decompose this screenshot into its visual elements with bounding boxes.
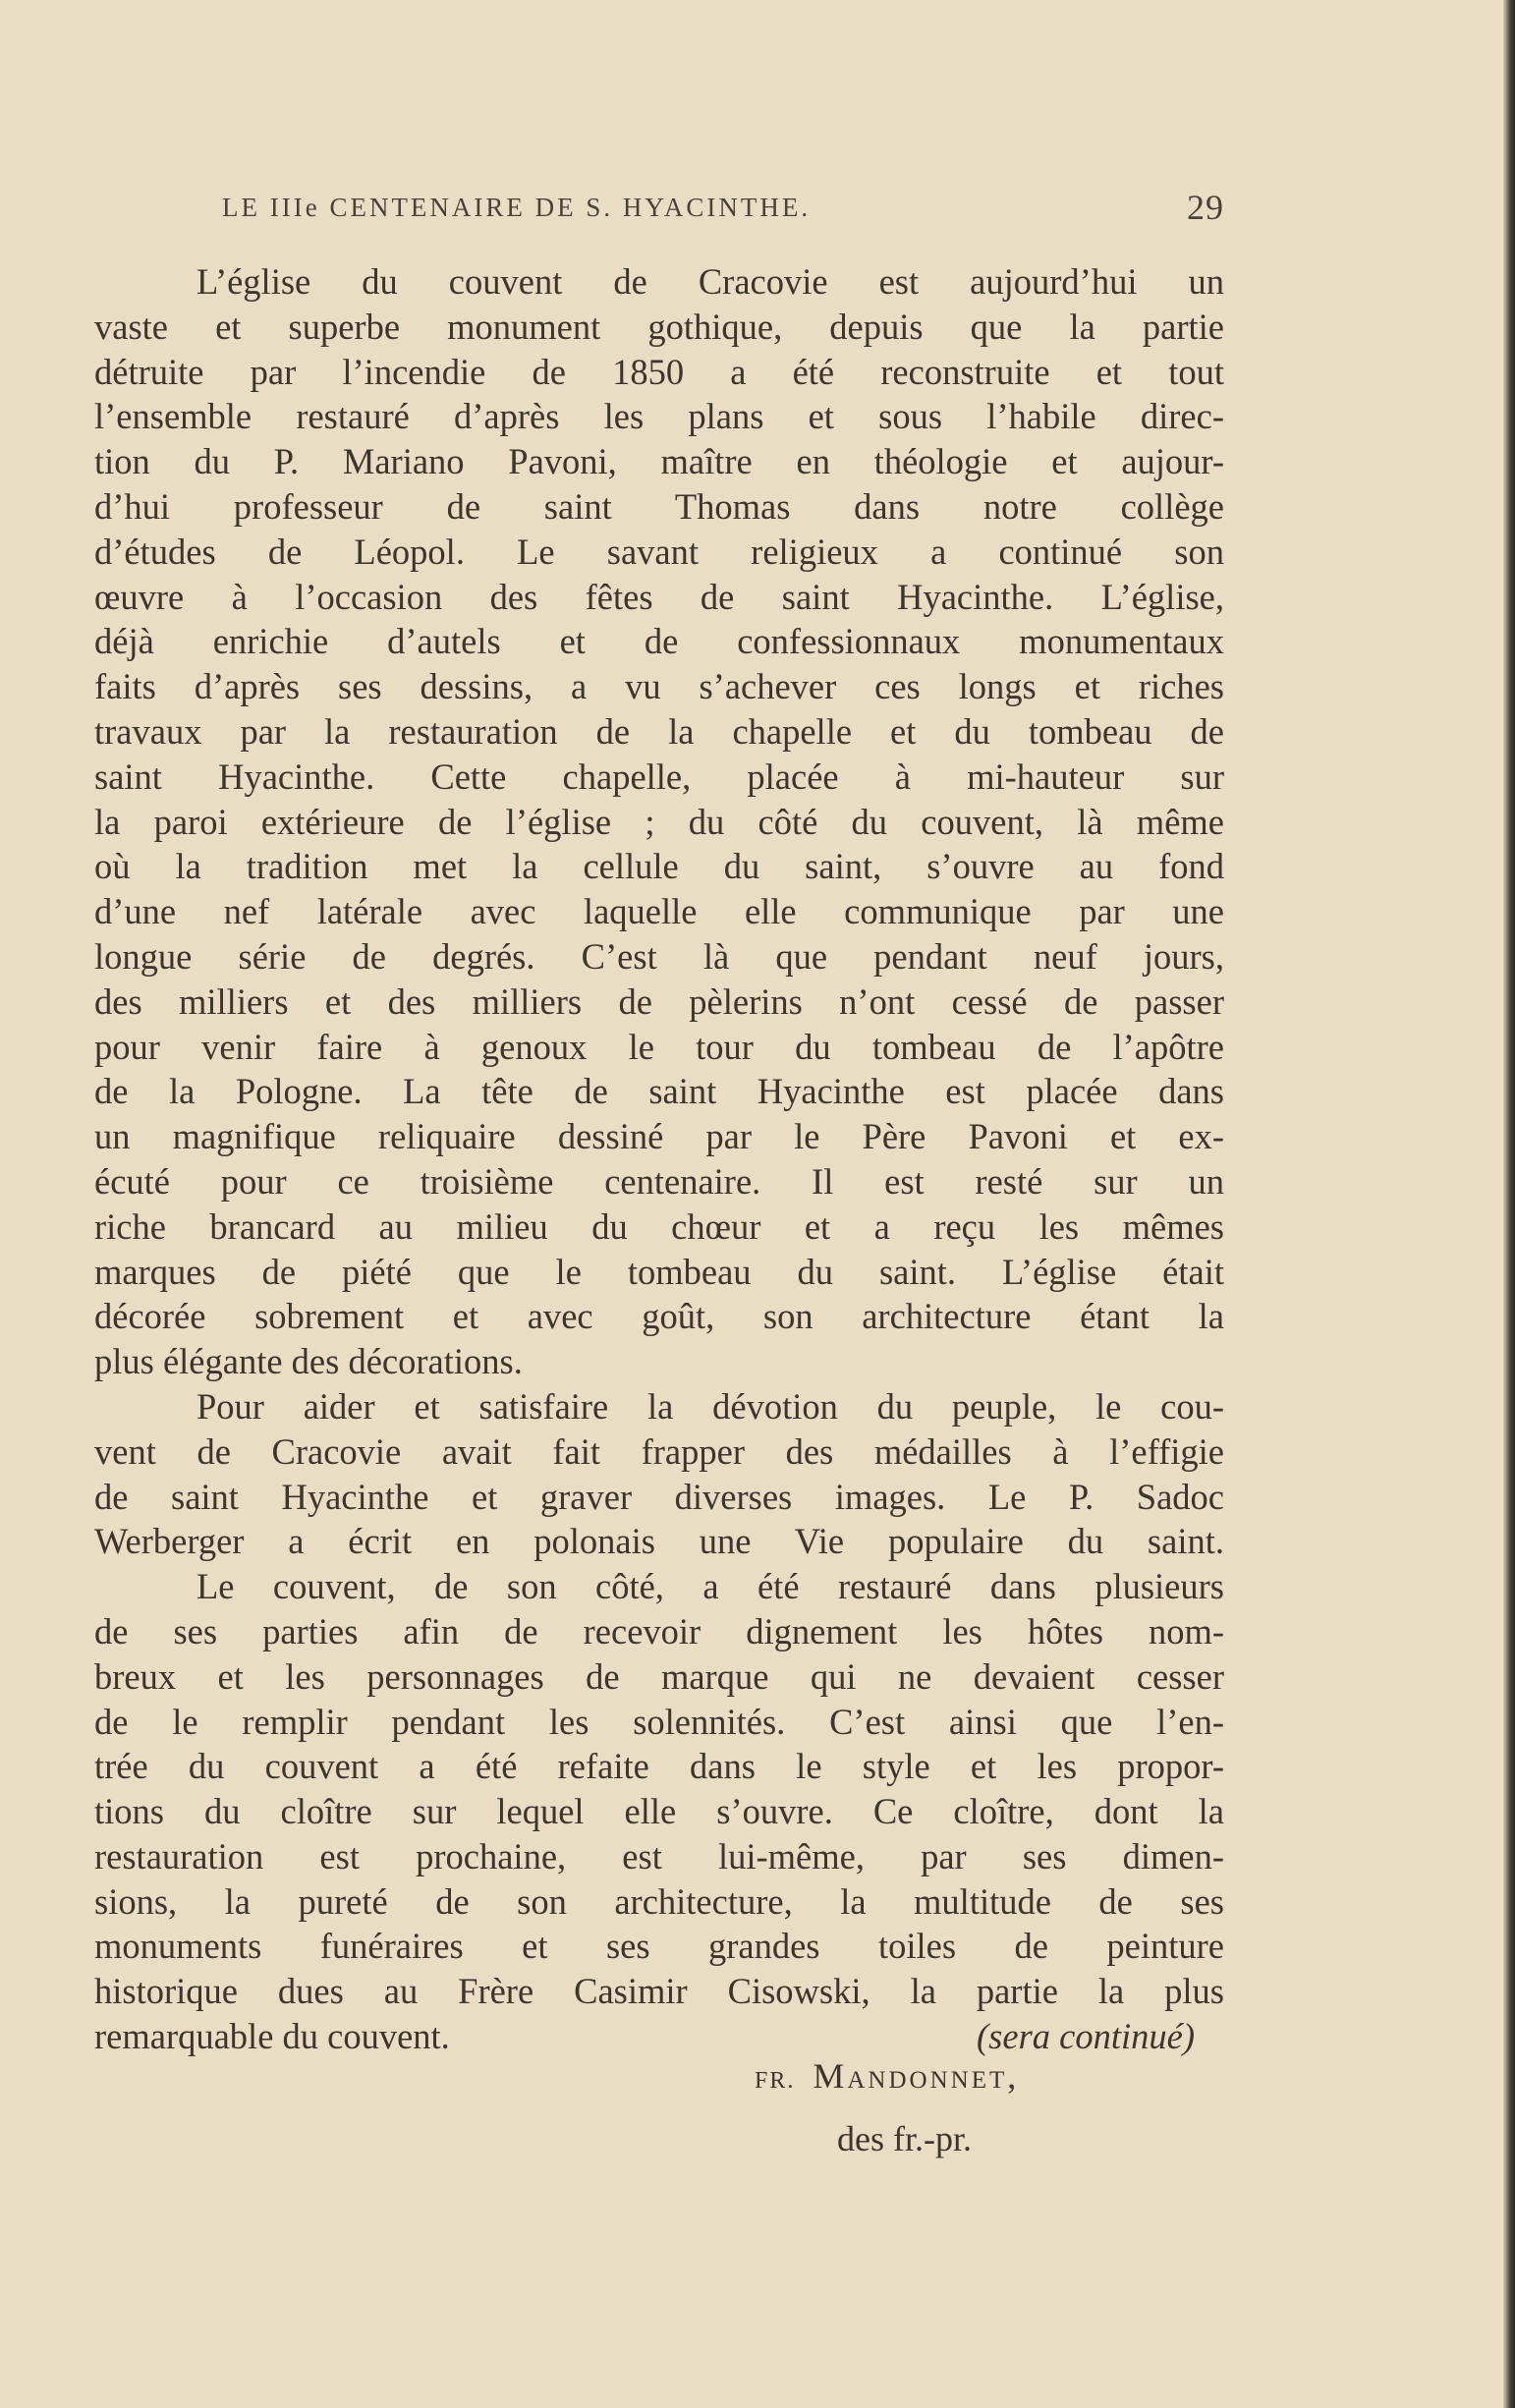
text-line: tion du P. Mariano Pavoni, maître en théologie et aujour-	[94, 441, 1224, 482]
text-line: travaux par la restauration de la chapelle et du tombeau de	[94, 710, 1224, 752]
text-line: tions du cloître sur lequel elle s’ouvre. Ce cloître, dont la	[94, 1791, 1224, 1832]
text-line: L’église du couvent de Cracovie est aujourd’hui un	[196, 261, 1224, 302]
final-line-text: remarquable du couvent.	[94, 2016, 450, 2057]
text-line: où la tradition met la cellule du saint, s’ouvre au fond	[94, 846, 1224, 887]
text-line: faits d’après ses dessins, a vu s’achever ces longs et riches	[94, 666, 1224, 707]
article-body	[94, 259, 1224, 2059]
running-title: LE IIIe CENTENAIRE DE S. HYACINTHE.	[222, 193, 812, 222]
text-line: la paroi extérieure de l’église ; du côté du couvent, là même	[94, 801, 1224, 842]
author-name: Mandonnet,	[813, 2056, 1020, 2096]
text-line: marques de piété que le tombeau du saint. L’église était	[94, 1251, 1224, 1292]
signature-prefix: FR.	[755, 2068, 796, 2094]
text-line: riche brancard au milieu du chœur et a reçu les mêmes	[94, 1205, 1224, 1247]
text-line: Werberger a écrit en polonais une Vie populaire du saint.	[94, 1521, 1224, 1562]
text-line: historique dues au Frère Casimir Cisowski, la partie la plus	[94, 1971, 1224, 2012]
page-number: 29	[1187, 188, 1224, 227]
page-edge	[1503, 0, 1515, 2408]
text-line: d’hui professeur de saint Thomas dans notre collège	[94, 485, 1224, 527]
text-line: vaste et superbe monument gothique, depuis que la partie	[94, 306, 1224, 347]
text-line: écuté pour ce troisième centenaire. Il est resté sur un	[94, 1160, 1224, 1202]
text-line: longue série de degrés. C’est là que pendant neuf jours,	[94, 935, 1224, 977]
text-line: décorée sobrement et avec goût, son architecture étant la	[94, 1296, 1224, 1337]
text-line: Le couvent, de son côté, a été restauré dans plusieurs	[196, 1566, 1224, 1607]
author-order: des fr.-pr.	[837, 2119, 972, 2158]
text-line: un magnifique reliquaire dessiné par le Père Pavoni et ex-	[94, 1116, 1224, 1157]
text-line: de ses parties afin de recevoir dignement les hôtes nom-	[94, 1610, 1224, 1652]
text-line: monuments funéraires et ses grandes toiles de peinture	[94, 1926, 1224, 1967]
text-line: saint Hyacinthe. Cette chapelle, placée à mi-hauteur sur	[94, 756, 1224, 797]
text-line: Pour aider et satisfaire la dévotion du peuple, le cou-	[196, 1385, 1224, 1427]
text-line: restauration est prochaine, est lui-même, par ses dimen-	[94, 1835, 1224, 1876]
text-line: d’études de Léopol. Le savant religieux a continué son	[94, 531, 1224, 572]
text-line: d’une nef latérale avec laquelle elle communique par une	[94, 891, 1224, 932]
text-line: déjà enrichie d’autels et de confessionnaux monumentaux	[94, 621, 1224, 662]
text-line: pour venir faire à genoux le tour du tombeau de l’apôtre	[94, 1026, 1224, 1067]
text-line: sions, la pureté de son architecture, la multitude de ses	[94, 1880, 1224, 1922]
signature	[755, 2055, 1019, 2159]
text-line: œuvre à l’occasion des fêtes de saint Hyacinthe. L’église,	[94, 576, 1224, 617]
text-line: de la Pologne. La tête de saint Hyacinthe est placée dans	[94, 1071, 1224, 1112]
text-line: breux et les personnages de marque qui ne devaient cesser	[94, 1655, 1224, 1697]
text-line: des milliers et des milliers de pèlerins n’ont cessé de passer	[94, 980, 1224, 1022]
final-line	[94, 2014, 1224, 2059]
continued-note: (sera continué)	[977, 2016, 1195, 2057]
text-line: plus élégante des décorations.	[94, 1341, 523, 1382]
text-line: de saint Hyacinthe et graver diverses images. Le P. Sadoc	[94, 1476, 1224, 1517]
text-line: l’ensemble restauré d’après les plans et sous l’habile direc-	[94, 396, 1224, 437]
text-line: vent de Cracovie avait fait frapper des médailles à l’effigie	[94, 1430, 1224, 1472]
text-line: de le remplir pendant les solennités. C’est ainsi que l’en-	[94, 1701, 1224, 1742]
running-head	[222, 188, 1224, 232]
text-line: détruite par l’incendie de 1850 a été reconstruite et tout	[94, 351, 1224, 392]
text-line: trée du couvent a été refaite dans le style et les propor-	[94, 1746, 1224, 1787]
signature-name-line	[755, 2055, 1019, 2102]
